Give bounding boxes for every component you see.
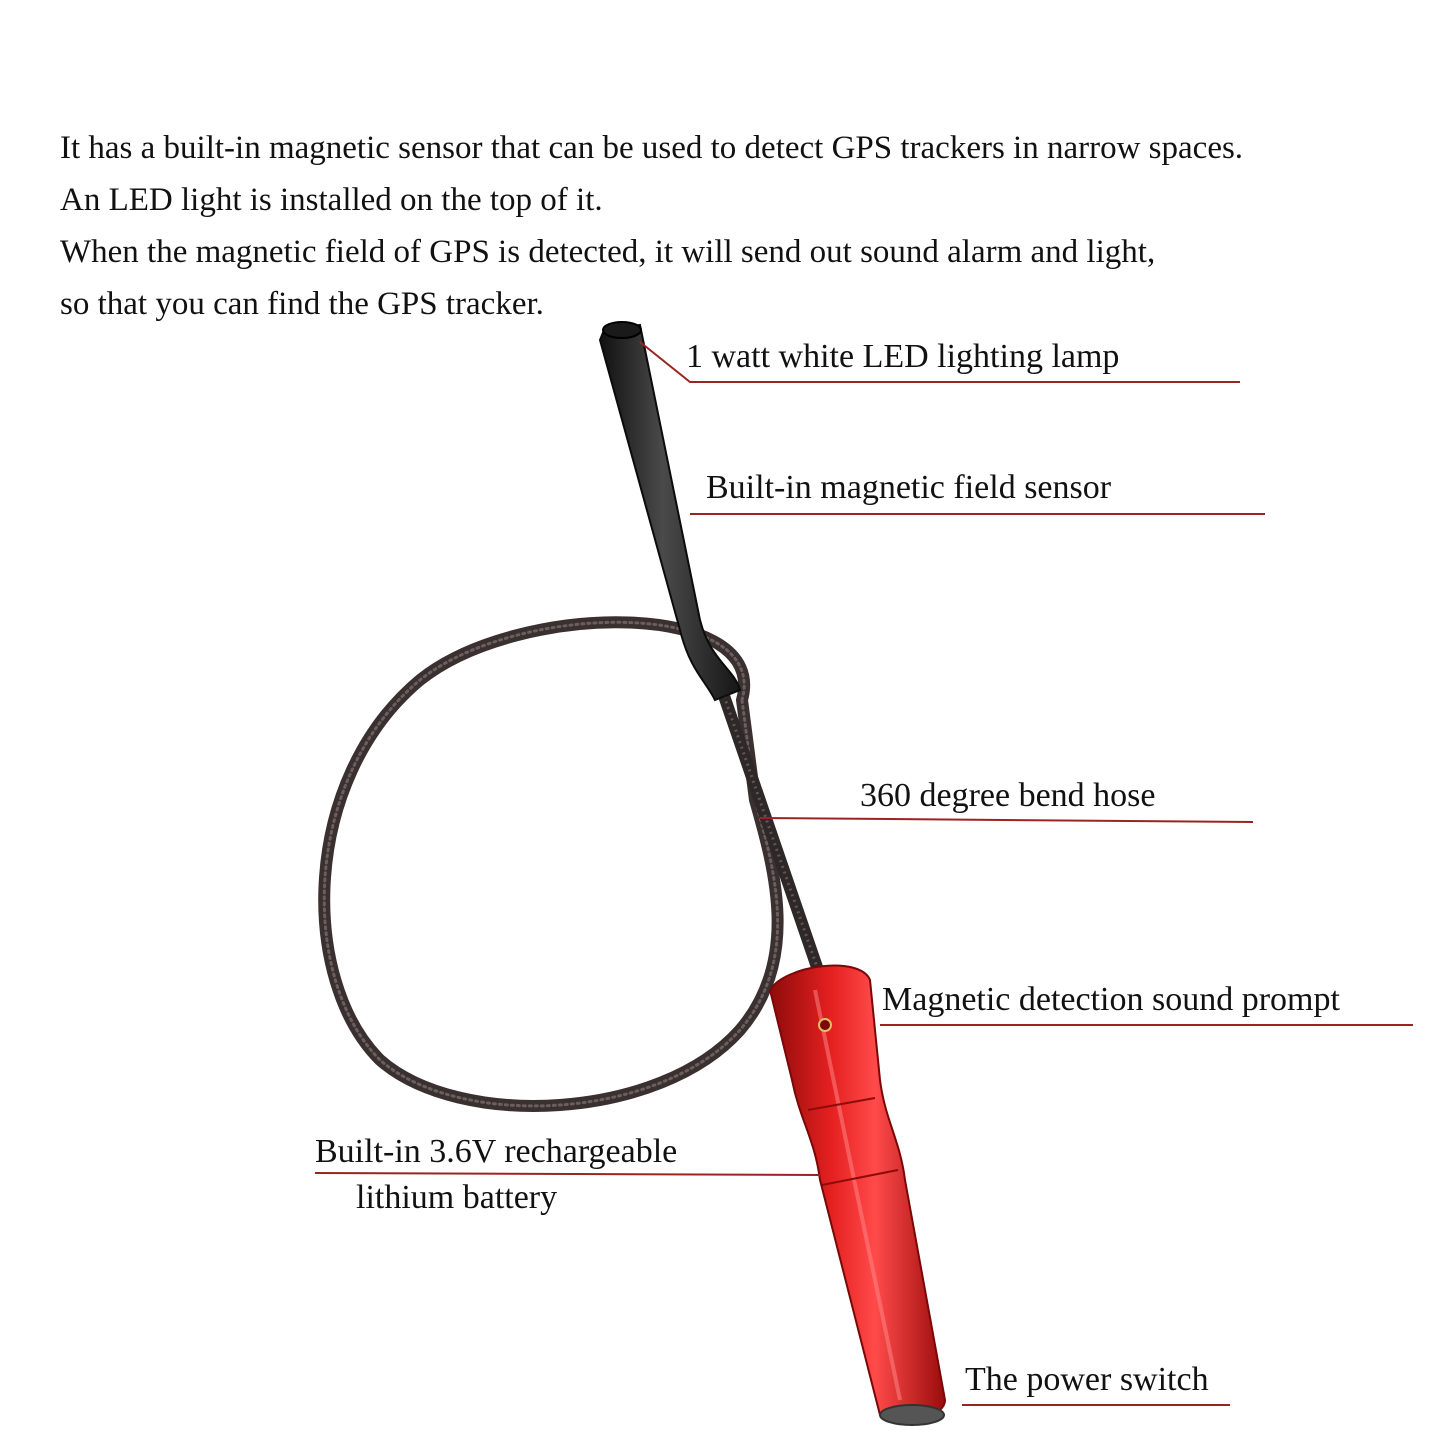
callout-sound-prompt: Magnetic detection sound prompt — [882, 981, 1340, 1018]
callout-magnetic-sensor: Built-in magnetic field sensor — [706, 469, 1112, 506]
hose-loop — [324, 622, 777, 1106]
callout-bend-hose: 360 degree bend hose — [860, 777, 1156, 814]
callout-battery-line2: lithium battery — [356, 1179, 558, 1216]
callout-battery-line1: Built-in 3.6V rechargeable — [315, 1133, 678, 1170]
callout-led-lamp: 1 watt white LED lighting lamp — [686, 338, 1120, 375]
intro-line-2: An LED light is installed on the top of it. — [60, 182, 603, 218]
leader-line-hose — [760, 818, 1253, 822]
leader-line-battery — [315, 1173, 820, 1175]
intro-line-4: so that you can find the GPS tracker. — [60, 286, 544, 322]
red-handle — [770, 966, 945, 1425]
intro-line-1: It has a built-in magnetic sensor that can be used to detect GPS trackers in narrow spaces. — [60, 130, 1244, 166]
intro-line-3: When the magnetic field of GPS is detected, it will send out sound alarm and light, — [60, 234, 1156, 270]
hose-straight — [722, 690, 818, 970]
callout-power-switch: The power switch — [965, 1361, 1209, 1398]
